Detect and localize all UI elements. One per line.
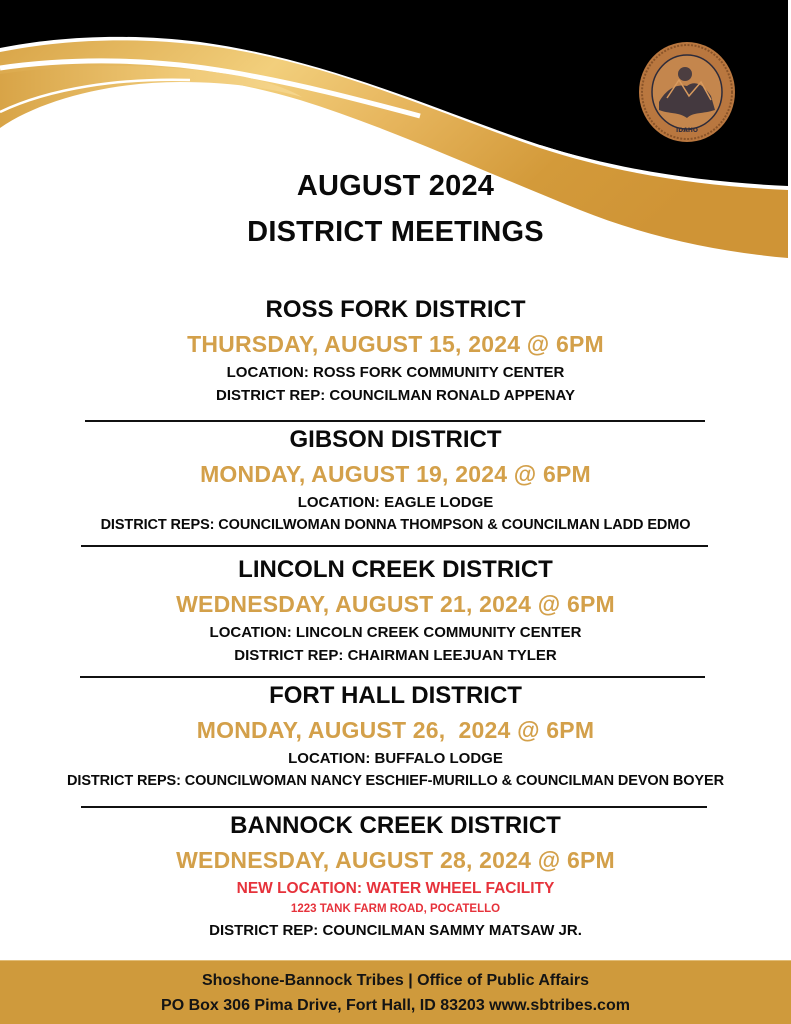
meeting-date: MONDAY, AUGUST 19, 2024 @ 6PM <box>200 461 591 487</box>
district-fort-hall <box>0 679 791 793</box>
meeting-date: WEDNESDAY, AUGUST 21, 2024 @ 6PM <box>176 591 615 617</box>
district-reps: DISTRICT REPS: COUNCILWOMAN DONNA THOMPSON & COUNCILMAN LADD EDMO <box>100 517 691 533</box>
meeting-location: LOCATION: ROSS FORK COMMUNITY CENTER <box>226 364 565 381</box>
footer-address-website: PO Box 306 Pima Drive, Fort Hall, ID 83203 www.sbtribes.com <box>161 997 630 1014</box>
section-divider <box>81 806 707 808</box>
district-rep: DISTRICT REP: COUNCILMAN SAMMY MATSAW JR. <box>209 922 582 939</box>
district-ross-fork <box>0 293 791 407</box>
district-bannock-creek <box>0 809 791 942</box>
district-name: LINCOLN CREEK DISTRICT <box>238 556 553 583</box>
meeting-location: LOCATION: EAGLE LODGE <box>297 494 494 511</box>
meeting-new-location: NEW LOCATION: WATER WHEEL FACILITY <box>236 880 555 897</box>
meeting-date: WEDNESDAY, AUGUST 28, 2024 @ 6PM <box>176 847 615 873</box>
svg-text:IDAHO: IDAHO <box>676 127 698 134</box>
section-divider <box>80 676 705 678</box>
district-name: BANNOCK CREEK DISTRICT <box>230 812 561 839</box>
district-name: ROSS FORK DISTRICT <box>265 296 526 323</box>
page-title-line-1: AUGUST 2024 <box>296 170 495 202</box>
meeting-location: LOCATION: LINCOLN CREEK COMMUNITY CENTER <box>209 624 582 641</box>
footer-contact-bar <box>0 960 791 1024</box>
meeting-address: 1223 TANK FARM ROAD, POCATELLO <box>290 903 501 915</box>
meeting-date: MONDAY, AUGUST 26, 2024 @ 6PM <box>196 717 595 743</box>
meeting-date: THURSDAY, AUGUST 15, 2024 @ 6PM <box>187 331 604 357</box>
district-reps: DISTRICT REPS: COUNCILWOMAN NANCY ESCHIEF-MURILLO & COUNCILMAN DEVON BOYER <box>67 773 724 789</box>
section-divider <box>85 420 705 422</box>
district-name: GIBSON DISTRICT <box>289 426 502 453</box>
district-name: FORT HALL DISTRICT <box>269 682 522 709</box>
section-divider <box>81 545 708 547</box>
meeting-location: LOCATION: BUFFALO LODGE <box>288 750 503 767</box>
district-lincoln-creek <box>0 553 791 667</box>
footer-organization: Shoshone-Bannock Tribes | Office of Public Affairs <box>201 972 590 989</box>
district-rep: DISTRICT REP: CHAIRMAN LEEJUAN TYLER <box>234 647 557 664</box>
district-rep: DISTRICT REP: COUNCILMAN RONALD APPENAY <box>216 387 575 404</box>
page-title-line-2: DISTRICT MEETINGS <box>247 216 544 248</box>
tribal-seal-logo <box>637 40 737 144</box>
district-gibson <box>0 423 791 537</box>
